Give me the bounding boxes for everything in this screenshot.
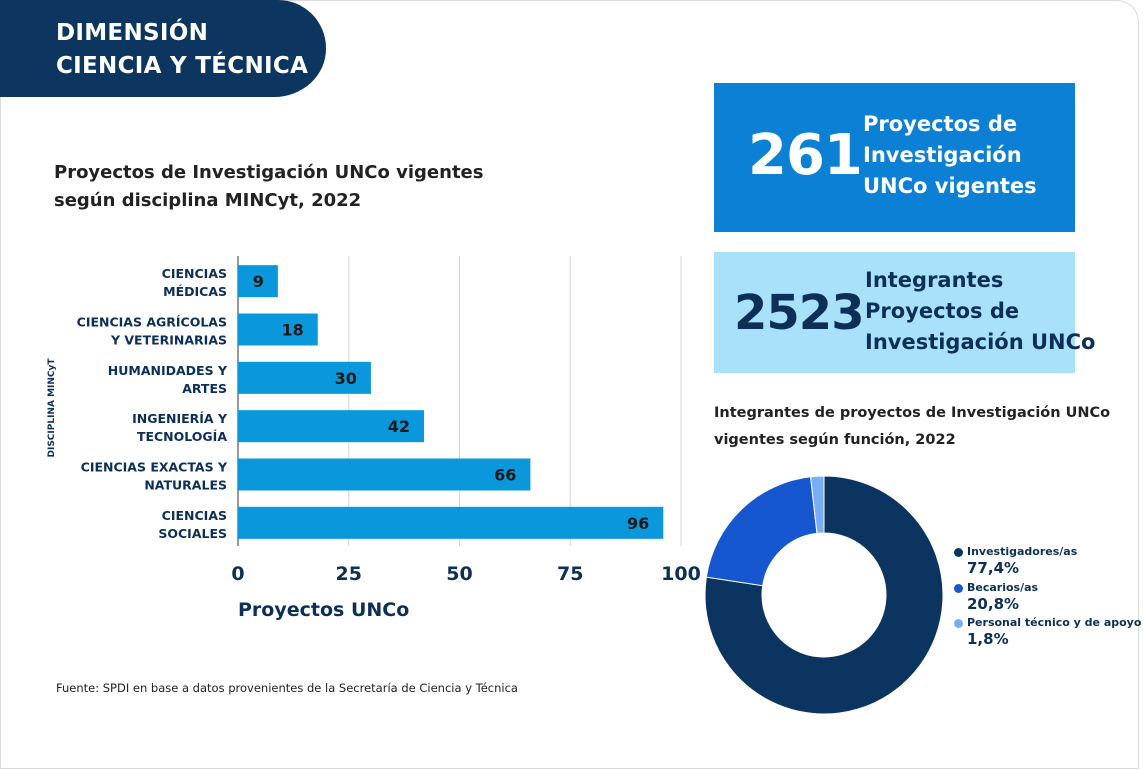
category-label-2: HUMANIDADES Y ARTES: [107, 362, 227, 396]
source-note: Fuente: SPDI en base a datos provenientes de la Secretaría de Ciencia y Técnica: [56, 681, 518, 695]
kpi-members-label-line-2: Proyectos de: [865, 299, 1020, 323]
legend-value-1: 20,8%: [967, 595, 1020, 613]
legend-value-2: 1,8%: [967, 630, 1009, 648]
legend-label-0: Investigadores/as: [967, 545, 1078, 558]
kpi-members-value: 2523: [734, 285, 864, 341]
x-tick-label-1: 25: [335, 563, 362, 585]
donut-chart-title-line-2: vigentes según función, 2022: [714, 432, 956, 448]
bar-chart-title-line-1: Proyectos de Investigación UNCo vigentes: [54, 162, 484, 183]
bar-value-label-5: 96: [627, 513, 650, 533]
header-title-line-2: CIENCIA Y TÉCNICA: [56, 53, 309, 79]
kpi-projects-label-line-3: UNCo vigentes: [863, 174, 1037, 198]
donut-slice-1: [706, 477, 817, 586]
donut-chart-title-line-1: Integrantes de proyectos de Investigación UNCo: [714, 405, 1111, 421]
category-label-1: CIENCIAS AGRÍCOLAS Y VETERINARIAS: [76, 314, 227, 348]
y-axis-title: DISCIPLINA MINCyT: [47, 358, 57, 458]
legend-value-0: 77,4%: [967, 559, 1020, 577]
bar-value-label-1: 18: [281, 320, 304, 340]
kpi-projects-value: 261: [748, 123, 862, 188]
kpi-projects-label-line-1: Proyectos de: [863, 112, 1018, 136]
x-tick-label-2: 50: [446, 563, 473, 585]
x-tick-label-0: 0: [231, 563, 245, 585]
category-label-3: INGENIERÍA Y TECNOLOGÍA: [132, 411, 227, 445]
bar-value-label-3: 42: [387, 417, 411, 437]
category-label-0: CIENCIAS MÉDICAS: [161, 266, 227, 300]
category-label-4: CIENCIAS EXACTAS Y NATURALES: [80, 459, 227, 493]
bar-chart-title-line-2: según disciplina MINCyt, 2022: [54, 190, 362, 211]
category-label-5: CIENCIAS SOCIALES: [158, 507, 227, 541]
x-tick-label-3: 75: [557, 563, 584, 585]
kpi-projects-label-line-2: Investigación: [863, 143, 1022, 167]
bar-value-label-0: 9: [252, 272, 264, 292]
legend-label-1: Becarios/as: [967, 581, 1039, 594]
header-title-line-1: DIMENSIÓN: [56, 20, 209, 46]
legend-swatch-1: [954, 584, 963, 593]
x-tick-label-4: 100: [661, 563, 701, 585]
legend-label-2: Personal técnico y de apoyo: [967, 616, 1142, 629]
x-axis-title: Proyectos UNCo: [238, 599, 410, 621]
bar-value-label-4: 66: [494, 465, 517, 485]
bar-value-label-2: 30: [334, 368, 357, 388]
kpi-members-label-line-3: Investigación UNCo: [865, 330, 1096, 354]
legend-swatch-0: [954, 548, 963, 557]
kpi-members-label-line-1: Integrantes: [865, 268, 1004, 292]
legend-swatch-2: [954, 619, 963, 628]
